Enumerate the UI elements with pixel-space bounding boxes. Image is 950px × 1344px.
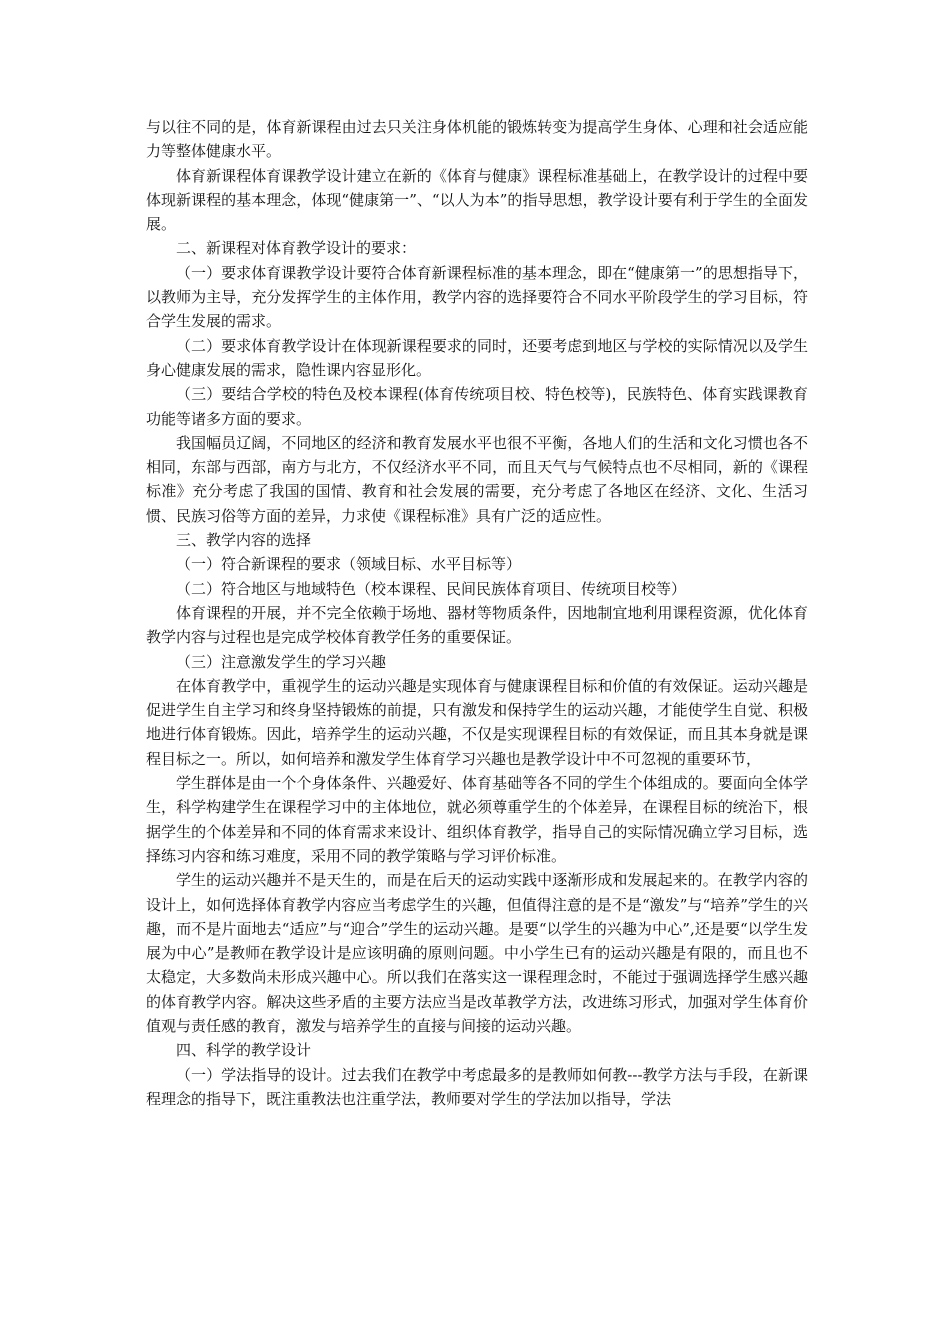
section-heading: 二、新课程对体育教学设计的要求：: [176, 239, 417, 258]
subsection-heading: （一）符合新课程的要求（领域目标、水平目标等）: [176, 555, 522, 574]
paragraph: 我国幅员辽阔，不同地区的经济和教育发展水平也很不平衡，各地人们的生活和文化习惯也各不相同，东部与西部，南方与北方，不仅经济水平不同，而且天气与气候特点也不尽相同，新的《课程标准》充分考虑了我国的国情、教育和社会发展的需要，充分考虑了各地区在经济、文化、生活习惯、民族习俗等方面的差异，力求使《课程标准》具有广泛的适应性。: [146, 433, 808, 525]
subsection-heading: （三）注意激发学生的学习兴趣: [176, 652, 387, 671]
paragraph: 体育课程的开展，并不完全依赖于场地、器材等物质条件，因地制宜地利用课程资源，优化体育教学内容与过程也是完成学校体育教学任务的重要保证。: [146, 603, 808, 647]
document-body: [146, 115, 808, 1111]
paragraph: （三）要结合学校的特色及校本课程(体育传统项目校、特色校等)，民族特色、体育实践课教育功能等诸多方面的要求。: [146, 385, 808, 428]
paragraph: 学生的运动兴趣并不是天生的，而是在后天的运动实践中逐渐形成和发展起来的。在教学内容的设计上，如何选择体育教学内容应当考虑学生的兴趣，但值得注意的是不是“激发”与“培养”学生的兴趣，而不是片面地去“适应”与“迎合”学生的运动兴趣。是要“以学生的兴趣为中心”,还是要“以学生发展为中心”是教师在教学设计是应该明确的原则问题。中小学生已有的运动兴趣是有限的，而且也不太稳定，大多数尚未形成兴趣中心。所以我们在落实这一课程理念时，不能过于强调选择学生感兴趣的体育教学内容。解决这些矛盾的主要方法应当是改革教学方法，改进练习形式，加强对学生体育价值观与责任感的教育，激发与培养学生的直接与间接的运动兴趣。: [146, 871, 808, 1035]
subsection-heading: （二）符合地区与地域特色（校本课程、民间民族体育项目、传统项目校等）: [176, 579, 687, 598]
paragraph: 与以往不同的是，体育新课程由过去只关注身体机能的锻炼转变为提高学生身体、心理和社会适应能力等整体健康水平。: [146, 118, 808, 161]
paragraph: （二）要求体育教学设计在体现新课程要求的同时，还要考虑到地区与学校的实际情况以及学生身心健康发展的需求，隐性课内容显形化。: [146, 336, 808, 379]
section-heading: 三、教学内容的选择: [176, 531, 312, 550]
paragraph: 学生群体是由一个个身体条件、兴趣爱好、体育基础等各不同的学生个体组成的。要面向全体学生，科学构建学生在课程学习中的主体地位，就必须尊重学生的个体差异，在课程目标的统治下，根据学生的个体差异和不同的体育需求来设计、组织体育教学，指导自己的实际情况确立学习目标，选择练习内容和练习难度，采用不同的教学策略与学习评价标准。: [146, 774, 808, 865]
section-heading: 四、科学的教学设计: [176, 1041, 312, 1060]
paragraph: （一）学法指导的设计。过去我们在教学中考虑最多的是教师如何教---教学方法与手段，在新课程理念的指导下，既注重教法也注重学法，教师要对学生的学法加以指导，学法: [146, 1065, 808, 1108]
paragraph: （一）要求体育课教学设计要符合体育新课程标准的基本理念，即在“健康第一”的思想指导下，以教师为主导，充分发挥学生的主体作用，教学内容的选择要符合不同水平阶段学生的学习目标，符合学生发展的需求。: [146, 263, 808, 331]
paragraph: 体育新课程体育课教学设计建立在新的《体育与健康》课程标准基础上，在教学设计的过程中要体现新课程的基本理念，体现“健康第一”、“以人为本”的指导思想，教学设计要有利于学生的全面发展。: [146, 166, 808, 234]
paragraph: 在体育教学中，重视学生的运动兴趣是实现体育与健康课程目标和价值的有效保证。运动兴趣是促进学生自主学习和终身坚持锻炼的前提，只有激发和保持学生的运动兴趣，才能使学生自觉、积极地进行体育锻炼。因此，培养学生的运动兴趣，不仅是实现课程目标的有效保证，而且其本身就是课程目标之一。所以，如何培养和激发学生体育学习兴趣也是教学设计中不可忽视的重要环节，: [146, 676, 808, 768]
